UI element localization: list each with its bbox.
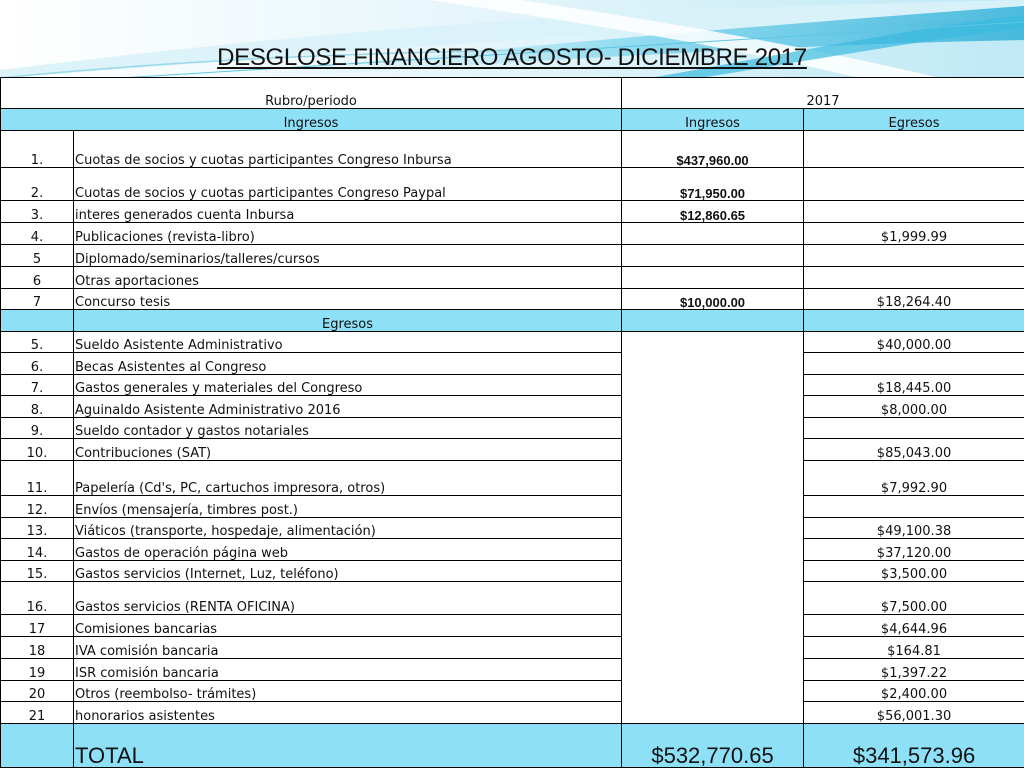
income-row <box>1 201 1024 223</box>
row-concept: Cuotas de socios y cuotas participantes Congreso Inbursa <box>74 131 622 168</box>
row-number: 7 <box>1 288 74 309</box>
income-row <box>1 266 1024 288</box>
expense-row <box>1 438 1024 460</box>
row-concept: Sueldo contador y gastos notariales <box>74 417 622 438</box>
row-number: 16. <box>1 582 74 615</box>
row-number: 2. <box>1 168 74 201</box>
row-concept: Publicaciones (revista-libro) <box>74 223 622 245</box>
row-egreso: $40,000.00 <box>804 331 1024 352</box>
row-egreso: $56,001.30 <box>804 701 1024 723</box>
row-egreso: $2,400.00 <box>804 680 1024 701</box>
row-number: 11. <box>1 461 74 496</box>
row-egreso: $37,120.00 <box>804 539 1024 561</box>
row-egreso <box>804 131 1024 168</box>
expense-row <box>1 658 1024 680</box>
row-ingreso: $71,950.00 <box>622 168 804 201</box>
subheader-ingresos-section: Ingresos <box>1 109 622 131</box>
subheader-row <box>1 109 1024 131</box>
row-concept: Gastos servicios (Internet, Luz, teléfono) <box>74 561 622 582</box>
row-ingreso: $12,860.65 <box>622 201 804 223</box>
header-year: 2017 <box>622 78 1024 109</box>
total-label: TOTAL <box>74 723 622 767</box>
row-number: 9. <box>1 417 74 438</box>
row-number: 14. <box>1 539 74 561</box>
row-concept: Otros (reembolso- trámites) <box>74 680 622 701</box>
row-egreso: $1,999.99 <box>804 223 1024 245</box>
income-row <box>1 245 1024 266</box>
row-ingreso <box>622 266 804 288</box>
row-concept: Otras aportaciones <box>74 266 622 288</box>
row-egreso: $49,100.38 <box>804 518 1024 539</box>
row-number: 10. <box>1 438 74 460</box>
total-blank <box>1 723 74 767</box>
row-concept: IVA comisión bancaria <box>74 637 622 658</box>
row-concept: Sueldo Asistente Administrativo <box>74 331 622 352</box>
egresos-section-label: Egresos <box>74 309 622 331</box>
expense-row <box>1 331 1024 352</box>
row-concept: Gastos generales y materiales del Congreso <box>74 374 622 395</box>
row-concept: Papelería (Cd's, PC, cartuchos impresora, otros) <box>74 461 622 496</box>
row-number: 20 <box>1 680 74 701</box>
expense-row <box>1 496 1024 518</box>
row-number: 6. <box>1 352 74 374</box>
income-row <box>1 131 1024 168</box>
row-concept: Concurso tesis <box>74 288 622 309</box>
subheader-egresos-col: Egresos <box>804 109 1024 131</box>
expense-row <box>1 461 1024 496</box>
row-concept: Comisiones bancarias <box>74 615 622 637</box>
subheader-ingresos-col: Ingresos <box>622 109 804 131</box>
row-ingreso <box>622 223 804 245</box>
row-egreso: $7,500.00 <box>804 582 1024 615</box>
row-egreso: $3,500.00 <box>804 561 1024 582</box>
row-egreso <box>804 496 1024 518</box>
row-number: 12. <box>1 496 74 518</box>
row-number: 17 <box>1 615 74 637</box>
row-egreso: $85,043.00 <box>804 438 1024 460</box>
row-number: 15. <box>1 561 74 582</box>
row-egreso <box>804 417 1024 438</box>
row-ingreso: $10,000.00 <box>622 288 804 309</box>
row-number: 4. <box>1 223 74 245</box>
row-number: 5. <box>1 331 74 352</box>
income-row <box>1 288 1024 309</box>
section-blank <box>622 309 804 331</box>
row-egreso: $8,000.00 <box>804 395 1024 417</box>
total-row <box>1 723 1024 767</box>
row-number: 8. <box>1 395 74 417</box>
expense-row <box>1 395 1024 417</box>
row-concept: Cuotas de socios y cuotas participantes Congreso Paypal <box>74 168 622 201</box>
row-number: 3. <box>1 201 74 223</box>
expense-row <box>1 561 1024 582</box>
row-concept: ISR comisión bancaria <box>74 658 622 680</box>
row-concept: Gastos servicios (RENTA OFICINA) <box>74 582 622 615</box>
expense-row <box>1 637 1024 658</box>
expense-row <box>1 352 1024 374</box>
expense-row <box>1 582 1024 615</box>
row-concept: interes generados cuenta Inbursa <box>74 201 622 223</box>
row-egreso <box>804 352 1024 374</box>
row-egreso <box>804 266 1024 288</box>
row-number: 18 <box>1 637 74 658</box>
expense-row <box>1 539 1024 561</box>
row-concept: Aguinaldo Asistente Administrativo 2016 <box>74 395 622 417</box>
row-concept: Diplomado/seminarios/talleres/cursos <box>74 245 622 266</box>
row-egreso <box>804 245 1024 266</box>
total-ingresos: $532,770.65 <box>622 723 804 767</box>
row-egreso: $1,397.22 <box>804 658 1024 680</box>
page-title: DESGLOSE FINANCIERO AGOSTO- DICIEMBRE 2017 <box>217 44 807 71</box>
row-number: 6 <box>1 266 74 288</box>
ingresos-empty-cell <box>622 331 804 723</box>
row-egreso: $7,992.90 <box>804 461 1024 496</box>
expense-row <box>1 518 1024 539</box>
row-egreso: $164.81 <box>804 637 1024 658</box>
row-number: 5 <box>1 245 74 266</box>
row-number: 19 <box>1 658 74 680</box>
expense-row <box>1 701 1024 723</box>
row-concept: Becas Asistentes al Congreso <box>74 352 622 374</box>
row-egreso <box>804 201 1024 223</box>
section-blank <box>804 309 1024 331</box>
row-number: 13. <box>1 518 74 539</box>
expense-row <box>1 374 1024 395</box>
row-egreso: $4,644.96 <box>804 615 1024 637</box>
row-number: 1. <box>1 131 74 168</box>
row-egreso <box>804 168 1024 201</box>
income-row <box>1 223 1024 245</box>
section-blank <box>1 309 74 331</box>
total-egresos: $341,573.96 <box>804 723 1024 767</box>
row-concept: honorarios asistentes <box>74 701 622 723</box>
expense-row <box>1 680 1024 701</box>
header-row <box>1 78 1024 109</box>
row-ingreso <box>622 245 804 266</box>
row-concept: Envíos (mensajería, timbres post.) <box>74 496 622 518</box>
egresos-section-row <box>1 309 1024 331</box>
expense-row <box>1 615 1024 637</box>
financial-table <box>0 77 1024 768</box>
row-concept: Gastos de operación página web <box>74 539 622 561</box>
row-concept: Viáticos (transporte, hospedaje, alimentación) <box>74 518 622 539</box>
row-ingreso: $437,960.00 <box>622 131 804 168</box>
expense-row <box>1 417 1024 438</box>
header-rubro: Rubro/periodo <box>1 78 622 109</box>
row-number: 21 <box>1 701 74 723</box>
income-row <box>1 168 1024 201</box>
row-egreso: $18,445.00 <box>804 374 1024 395</box>
row-concept: Contribuciones (SAT) <box>74 438 622 460</box>
row-number: 7. <box>1 374 74 395</box>
row-egreso: $18,264.40 <box>804 288 1024 309</box>
